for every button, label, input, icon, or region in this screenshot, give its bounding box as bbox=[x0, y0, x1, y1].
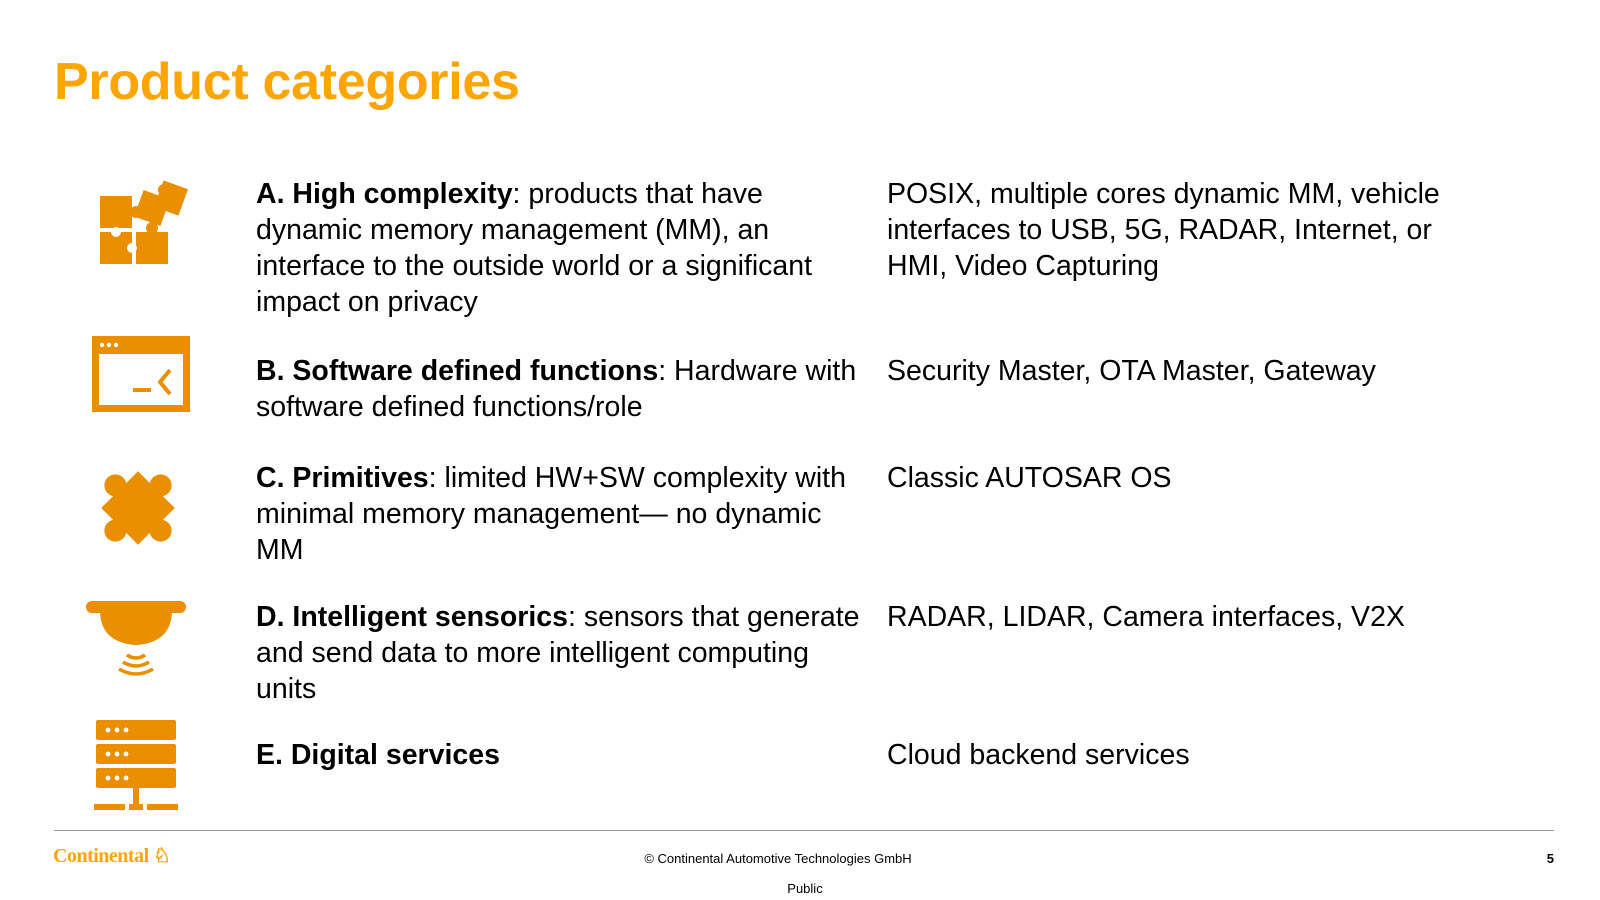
category-name: B. Software defined functions bbox=[256, 355, 659, 387]
category-examples: POSIX, multiple cores dynamic MM, vehicle interfaces to USB, 5G, RADAR, Internet, or HMI, Video Capturing bbox=[887, 178, 1440, 282]
category-text: : sensors that generate and send data to more intelligent computing units bbox=[256, 601, 860, 705]
category-description bbox=[256, 176, 866, 320]
category-text: : products that have dynamic memory management (MM), an interface to the outside world or a significant impact on privacy bbox=[256, 178, 813, 318]
category-examples: Security Master, OTA Master, Gateway bbox=[887, 355, 1376, 387]
puzzle-pieces-icon bbox=[96, 180, 188, 275]
category-description bbox=[256, 460, 866, 568]
puzzle-piece-icon bbox=[86, 456, 190, 565]
terminal-window-icon bbox=[90, 334, 192, 419]
category-name: E. Digital services bbox=[256, 739, 500, 771]
sensor-icon bbox=[84, 599, 188, 686]
page-number: 5 bbox=[1546, 851, 1554, 866]
category-description bbox=[256, 737, 866, 773]
category-description bbox=[256, 599, 866, 707]
horse-icon: ♘ bbox=[148, 845, 171, 867]
server-icon bbox=[92, 718, 180, 819]
category-examples: RADAR, LIDAR, Camera interfaces, V2X bbox=[887, 601, 1405, 633]
footer-divider bbox=[54, 830, 1554, 831]
copyright-notice: © Continental Automotive Technologies GmbH bbox=[644, 851, 912, 866]
category-name: A. High complexity bbox=[256, 178, 513, 210]
category-description bbox=[256, 353, 866, 425]
logo-text: Continental bbox=[53, 845, 149, 867]
classification-label: Public bbox=[787, 881, 823, 896]
category-text: : limited HW+SW complexity with minimal memory management— no dynamic MM bbox=[256, 462, 846, 566]
category-examples: Classic AUTOSAR OS bbox=[887, 462, 1172, 494]
category-text: : Hardware with software defined functions/role bbox=[256, 355, 857, 423]
page-title: Product categories bbox=[54, 53, 520, 111]
category-name: D. Intelligent sensorics bbox=[256, 601, 568, 633]
category-examples: Cloud backend services bbox=[887, 739, 1190, 771]
category-name: C. Primitives bbox=[256, 462, 429, 494]
